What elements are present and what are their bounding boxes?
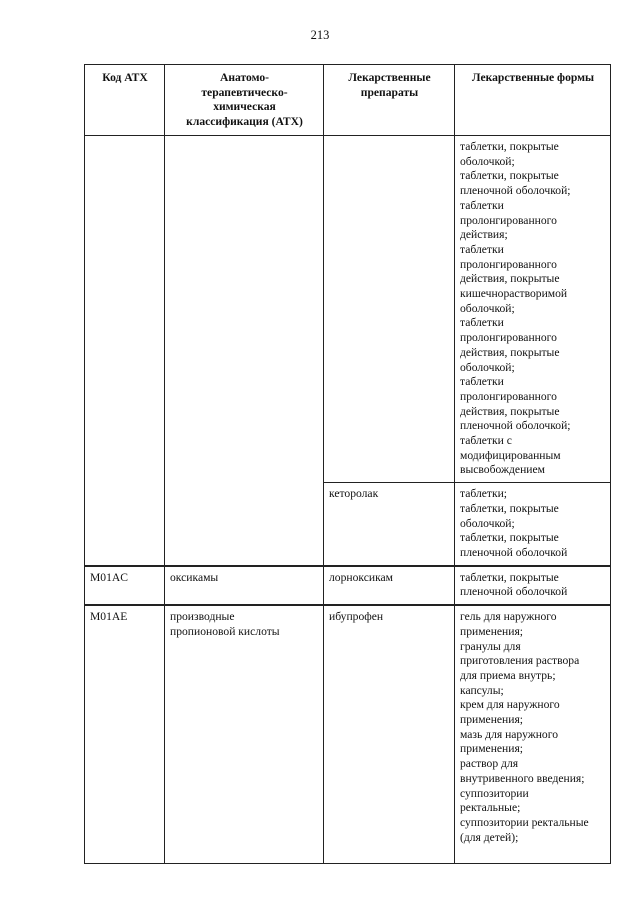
cell-forms-line: пролонгированного: [460, 213, 557, 227]
cell-code: [85, 566, 165, 604]
cell-classification-line: пропионовой кислоты: [170, 624, 280, 638]
cell-forms-line: таблетки, покрытые: [460, 169, 559, 183]
cell-classification-line: оксикамы: [170, 570, 219, 584]
cell-forms-line: оболочкой;: [460, 154, 515, 168]
cell-forms-line: таблетки: [460, 375, 504, 389]
cell-forms-line: суппозитории: [460, 786, 529, 800]
page-number: 213: [310, 28, 330, 42]
cell-drug: [324, 483, 455, 566]
cell-drug-line: лорноксикам: [329, 570, 394, 584]
cell-forms-line: пролонгированного: [460, 257, 557, 271]
cell-forms-line: гель для наружного: [460, 610, 557, 624]
cell-forms-line: оболочкой;: [460, 360, 515, 374]
cell-classification: [165, 566, 324, 604]
cell-code: [85, 606, 165, 864]
cell-forms-line: пленочной оболочкой;: [460, 184, 571, 198]
cell-drug-line: ибупрофен: [329, 610, 384, 624]
cell-forms-line: таблетки: [460, 316, 504, 330]
cell-forms-line: оболочкой;: [460, 301, 515, 315]
atx-table: [84, 64, 611, 864]
cell-forms-line: пленочной оболочкой: [460, 585, 568, 599]
cell-forms-line: применения;: [460, 713, 524, 727]
cell-forms-line: таблетки, покрытые: [460, 531, 559, 545]
cell-drug: [324, 136, 455, 483]
cell-forms-line: суппозитории ректальные: [460, 815, 589, 829]
cell-drug: [324, 566, 455, 604]
cell-code: [85, 136, 165, 566]
header-drugs: Лекарственные препараты: [324, 65, 455, 136]
header-classification: Анатомо- терапевтическо- химическая классификация (АТХ): [165, 65, 324, 136]
cell-forms-line: раствор для: [460, 757, 519, 771]
cell-forms-line: применения;: [460, 742, 524, 756]
header-forms: Лекарственные формы: [455, 65, 611, 136]
cell-forms-line: оболочкой;: [460, 516, 515, 530]
cell-forms: [455, 136, 611, 483]
table-row: [85, 606, 611, 864]
cell-forms-line: (для детей);: [460, 830, 519, 844]
cell-forms-line: кишечнорастворимой: [460, 287, 568, 301]
cell-forms-line: таблетки с: [460, 434, 512, 448]
cell-forms: [455, 566, 611, 604]
cell-forms-line: внутривенного введения;: [460, 771, 585, 785]
cell-forms-line: таблетки, покрытые: [460, 570, 559, 584]
cell-forms-line: действия, покрытые: [460, 345, 560, 359]
cell-forms-line: действия;: [460, 228, 508, 242]
cell-forms-line: пролонгированного: [460, 331, 557, 345]
cell-forms: [455, 483, 611, 566]
cell-forms-line: таблетки;: [460, 487, 508, 501]
table-row: [85, 136, 611, 483]
cell-forms-line: капсулы;: [460, 683, 504, 697]
cell-forms-line: применения;: [460, 624, 524, 638]
cell-forms-line: таблетки: [460, 198, 504, 212]
cell-forms-line: пролонгированного: [460, 389, 557, 403]
cell-drug-line: кеторолак: [329, 487, 379, 501]
cell-forms: [455, 606, 611, 864]
cell-forms-line: модифицированным: [460, 448, 561, 462]
header-code: Код АТХ: [85, 65, 165, 136]
cell-forms-line: гранулы для: [460, 639, 521, 653]
cell-forms-line: мазь для наружного: [460, 727, 558, 741]
cell-forms-line: действия, покрытые: [460, 272, 560, 286]
cell-code-line: M01AE: [90, 610, 128, 624]
table-header-row: [85, 65, 611, 136]
cell-forms-line: для приема внутрь;: [460, 668, 556, 682]
cell-forms-line: действия, покрытые: [460, 404, 560, 418]
cell-forms-line: пленочной оболочкой;: [460, 419, 571, 433]
cell-classification: [165, 136, 324, 566]
cell-drug: [324, 606, 455, 864]
cell-forms-line: приготовления раствора: [460, 654, 580, 668]
cell-forms-line: таблетки, покрытые: [460, 140, 559, 153]
cell-forms-line: высвобождением: [460, 463, 545, 477]
cell-forms-line: таблетки: [460, 242, 504, 256]
cell-forms-line: таблетки, покрытые: [460, 501, 559, 515]
cell-forms-line: крем для наружного: [460, 698, 560, 712]
cell-forms-line: ректальные;: [460, 801, 521, 815]
cell-forms-line: пленочной оболочкой: [460, 545, 568, 559]
cell-classification: [165, 606, 324, 864]
table-row: [85, 566, 611, 604]
cell-classification-line: производные: [170, 610, 235, 624]
cell-code-line: M01AC: [90, 570, 129, 584]
